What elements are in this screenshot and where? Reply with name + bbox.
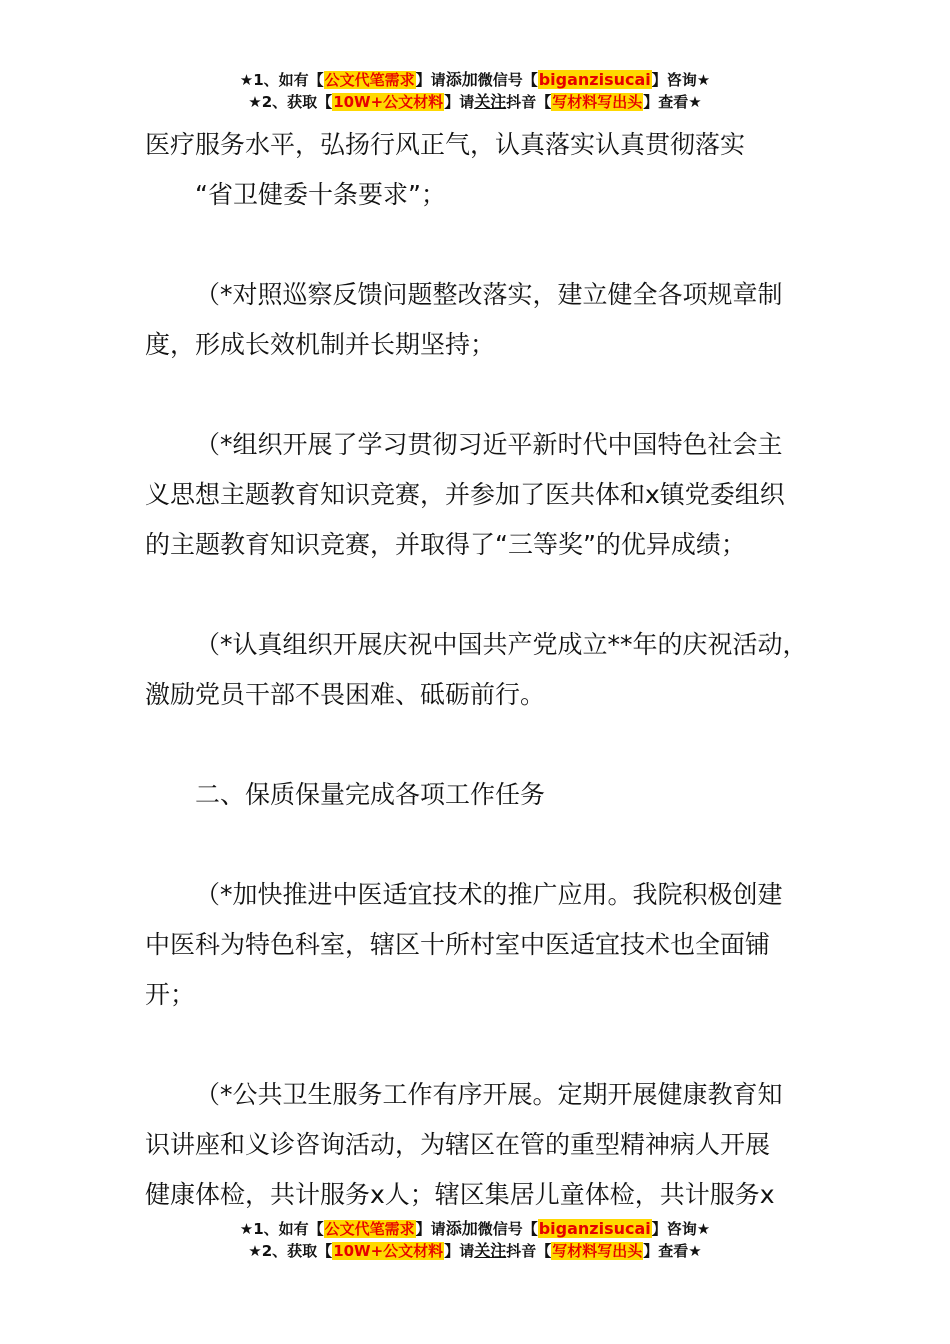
banner-text: 】请 (415, 1220, 446, 1238)
banner-text: 】查看★ (643, 93, 702, 111)
paragraph (145, 1070, 835, 1220)
banner-wechat-id: biganzisucai (538, 70, 651, 89)
banner-text: 】查看★ (643, 1242, 702, 1260)
paragraph (145, 420, 835, 570)
text-line: （*认真组织开展庆祝中国共产党成立**年的庆祝活动， (195, 630, 808, 659)
banner-line-1 (0, 1218, 950, 1240)
banner-text: 】请 (415, 71, 446, 89)
banner-emphasis: 添加 (445, 1219, 478, 1238)
banner-text: 抖音【 (506, 93, 552, 111)
text-line: 中医科为特色科室，辖区十所村室中医适宜技术也全面铺 (145, 930, 771, 959)
banner-text: 】咨询★ (651, 71, 711, 89)
banner-emphasis: 关注 (474, 92, 507, 111)
paragraph (145, 120, 835, 220)
banner-line-1 (0, 69, 950, 91)
paragraph (145, 270, 835, 370)
text-line: 度，形成长效机制并长期坚持； (145, 330, 496, 359)
banner-text: ★1、如有【 (239, 71, 324, 89)
banner-text: ★2、获取【 (248, 1242, 333, 1260)
header-banner (0, 69, 950, 113)
text-line: “省卫健委十条要求”； (195, 180, 446, 209)
text-line: 的主题教育知识竞赛，并取得了“三等奖”的优异成绩； (145, 530, 746, 559)
footer-banner (0, 1218, 950, 1262)
banner-emphasis: 关注 (474, 1241, 507, 1260)
banner-highlight: 10W+公文材料 (333, 93, 444, 111)
banner-line-2 (0, 1240, 950, 1262)
text-line: 识讲座和义诊咨询活动，为辖区在管的重型精神病人开展 (145, 1130, 771, 1159)
banner-text: 】咨询★ (651, 1220, 711, 1238)
text-line: （*加快推进中医适宜技术的推广应用。我院积极创建 (195, 880, 783, 909)
banner-douyin-id: 写材料写出头 (552, 1242, 643, 1260)
banner-text: ★1、如有【 (239, 1220, 324, 1238)
heading-text: 二、保质保量完成各项工作任务 (195, 780, 546, 809)
banner-text: 】请 (444, 93, 475, 111)
banner-text: 微信号【 (477, 71, 538, 89)
banner-douyin-id: 写材料写出头 (552, 93, 643, 111)
text-line: 开； (145, 980, 196, 1009)
text-line: 激励党员干部不畏困难、砥砺前行。 (145, 680, 546, 709)
paragraph (145, 620, 835, 720)
text-line: 健康体检，共计服务x人；辖区集居儿童体检，共计服务x (145, 1180, 775, 1209)
document-body (145, 120, 835, 1270)
text-line: （*公共卫生服务工作有序开展。定期开展健康教育知 (195, 1080, 783, 1109)
banner-wechat-id: biganzisucai (538, 1219, 651, 1238)
text-line: （*组织开展了学习贯彻习近平新时代中国特色社会主 (195, 430, 783, 459)
banner-text: 微信号【 (477, 1220, 538, 1238)
banner-text: 抖音【 (506, 1242, 552, 1260)
section-heading (145, 770, 835, 820)
text-line: 义思想主题教育知识竞赛，并参加了医共体和x镇党委组织 (145, 480, 785, 509)
banner-highlight: 公文代笔需求 (324, 1220, 415, 1238)
banner-text: ★2、获取【 (248, 93, 333, 111)
banner-text: 】请 (444, 1242, 475, 1260)
text-line: （*对照巡察反馈问题整改落实，建立健全各项规章制 (195, 280, 783, 309)
text-line: 医疗服务水平，弘扬行风正气，认真落实认真贯彻落实 (145, 130, 746, 159)
banner-highlight: 公文代笔需求 (324, 71, 415, 89)
paragraph (145, 870, 835, 1020)
banner-emphasis: 添加 (445, 70, 478, 89)
banner-line-2 (0, 91, 950, 113)
banner-highlight: 10W+公文材料 (333, 1242, 444, 1260)
